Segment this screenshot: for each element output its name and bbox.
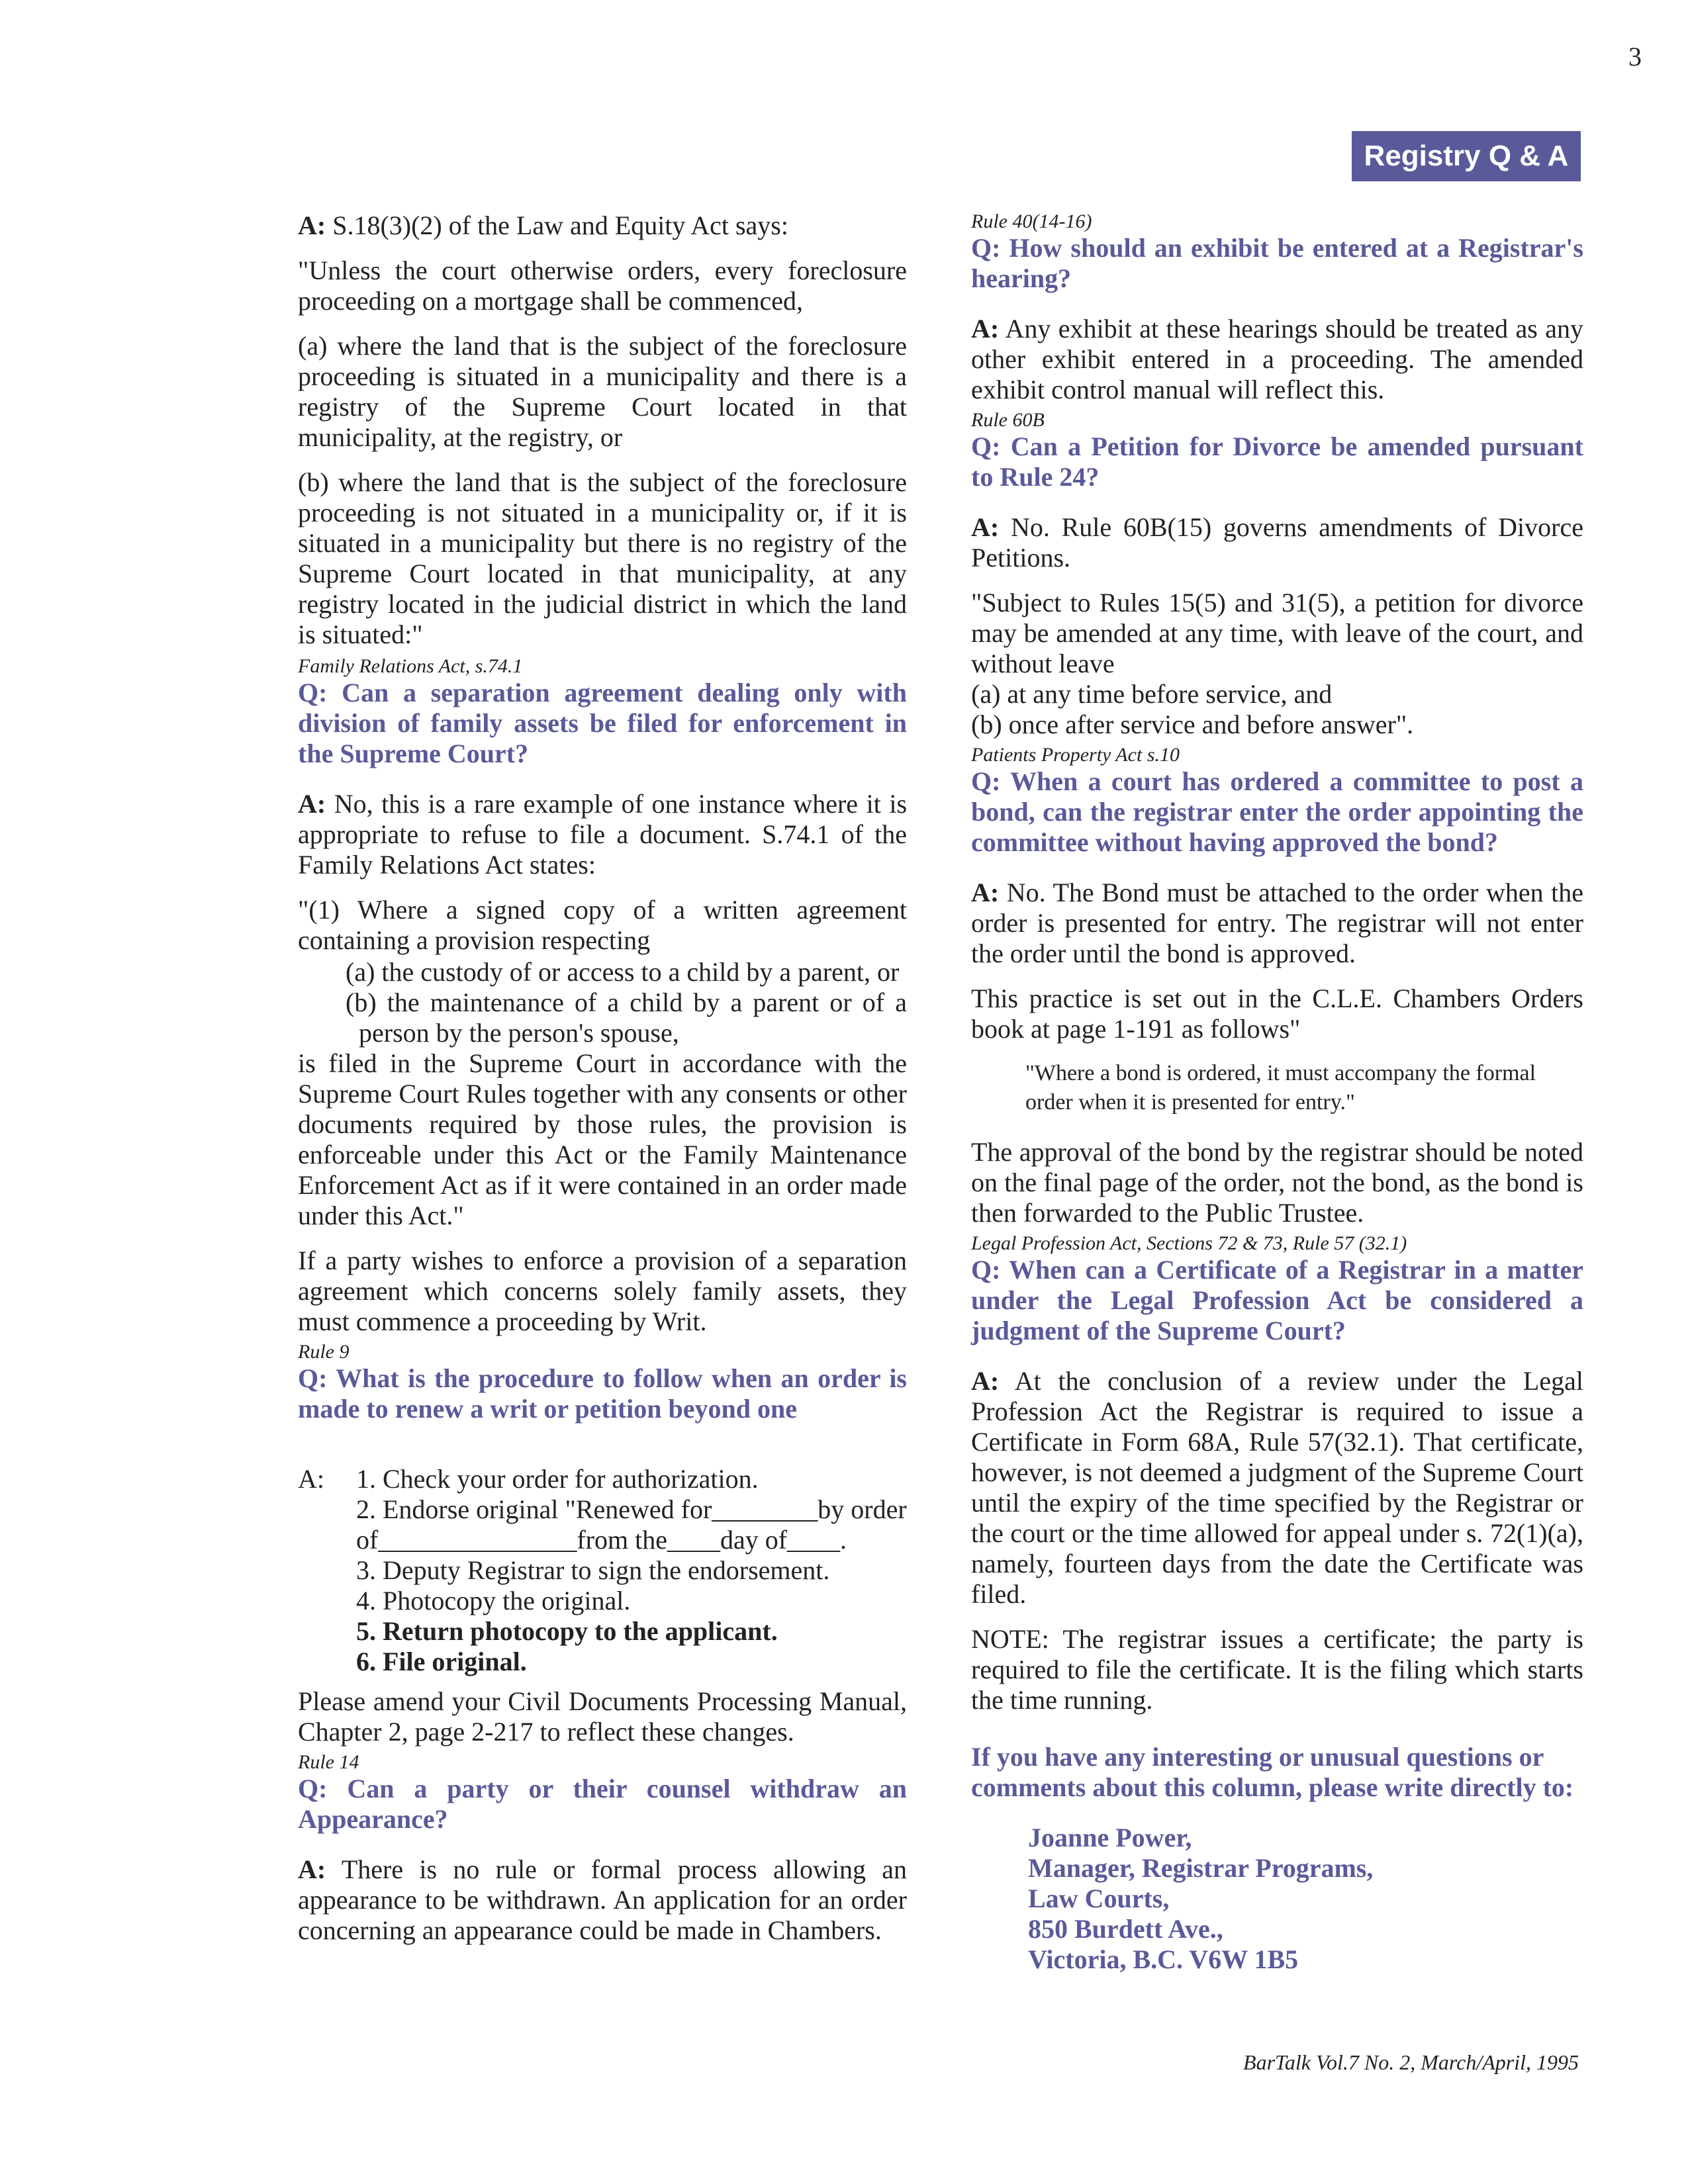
answer-4 xyxy=(298,1854,907,1946)
source-citation: Rule 60B xyxy=(971,409,1045,431)
source-citation: Legal Profession Act, Sections 72 & 73, Rule 57 (32.1) xyxy=(971,1232,1407,1254)
answer-5 xyxy=(971,314,1583,405)
answer-7 xyxy=(971,878,1583,969)
answer-text: Any exhibit at these hearings should be treated as any other exhibit entered in a proceeding. The amended exhibit control manual will reflect this. xyxy=(971,314,1584,404)
section-banner: Registry Q & A xyxy=(1352,131,1581,181)
answer-text: There is no rule or formal process allowing an appearance to be withdrawn. An application for an order concerning an appearance could be made in Chambers. xyxy=(298,1854,908,1945)
practice-note: This practice is set out in the C.L.E. Chambers Orders book at page 1-191 as follows" xyxy=(971,983,1583,1044)
step-item: 6. File original. xyxy=(356,1647,527,1676)
quote-clause-b: (b) where the land that is the subject of the foreclosure proceeding is not situated in a municipality or, if it is situated in a municipality but there is no registry of the Supreme Court located in that municipality, at any registry located in the judicial district in which the land is situated:" xyxy=(298,467,907,649)
step-item: 1. Check your order for authorization. xyxy=(356,1464,759,1494)
source-citation: Rule 40(14-16) xyxy=(971,210,1092,232)
address-line: Manager, Registrar Programs, xyxy=(1028,1853,1374,1883)
answer-2 xyxy=(298,789,907,880)
question-heading: Q: How should an exhibit be entered at a Registrar's hearing? xyxy=(971,233,1583,293)
question-heading: Q: Can a party or their counsel withdraw an Appearance? xyxy=(298,1774,907,1834)
statute-subclause-b: (b) the maintenance of a child by a parent or of a person by the person's spouse, xyxy=(346,987,907,1048)
page-number: 3 xyxy=(1628,42,1642,71)
source-citation: Patients Property Act s.10 xyxy=(971,744,1180,766)
address-line: 850 Burdett Ave., xyxy=(1028,1914,1223,1944)
answer-followup: If a party wishes to enforce a provision of a separation agreement which concerns solely family assets, they must commence a proceeding by Writ. xyxy=(298,1246,907,1336)
answer-followup: Please amend your Civil Documents Processing Manual, Chapter 2, page 2-217 to reflect these changes. xyxy=(298,1686,907,1747)
source-citation: Family Relations Act, s.74.1 xyxy=(298,655,523,677)
note-paragraph: NOTE: The registrar issues a certificate; the party is required to file the certificate. It is the filing which starts the time running. xyxy=(971,1624,1583,1715)
address-line: Law Courts, xyxy=(1028,1884,1170,1913)
answer-text: No, this is a rare example of one instance where it is appropriate to refuse to file a document. S.74.1 of the Family Relations Act states: xyxy=(298,789,908,880)
answer-label: A: xyxy=(971,1366,1000,1396)
question-heading: Q: Can a separation agreement dealing only with division of family assets be filed for enforcement in the Supreme Court? xyxy=(298,678,907,768)
answer-6 xyxy=(971,512,1583,573)
question-heading: Q: What is the procedure to follow when an order is made to renew a writ or petition beyond one xyxy=(298,1363,907,1424)
address-line: Victoria, B.C. V6W 1B5 xyxy=(1028,1944,1299,1974)
answer-label: A: xyxy=(971,878,1000,907)
answer-label: A: xyxy=(298,210,326,240)
question-heading: Q: When a court has ordered a committee to post a bond, can the registrar enter the order appointing the committee without having approved the bond? xyxy=(971,766,1583,857)
answer-text: S.18(3)(2) of the Law and Equity Act says: xyxy=(332,210,788,240)
step-item: 3. Deputy Registrar to sign the endorsement. xyxy=(356,1555,830,1585)
rule-subclause-a: (a) at any time before service, and xyxy=(971,679,1333,709)
step-item: 5. Return photocopy to the applicant. xyxy=(356,1616,778,1646)
question-heading: Q: When can a Certificate of a Registrar in a matter under the Legal Profession Act be considered a judgment of the Supreme Court? xyxy=(971,1255,1583,1345)
statute-quote: "(1) Where a signed copy of a written agreement containing a provision respecting xyxy=(298,895,907,955)
answer-label: A: xyxy=(298,789,326,819)
answer-label: A: xyxy=(971,314,1000,343)
question-heading: Q: Can a Petition for Divorce be amended pursuant to Rule 24? xyxy=(971,432,1583,492)
block-quote: "Where a bond is ordered, it must accompany the formal order when it is presented for entry." xyxy=(1025,1061,1536,1115)
source-citation: Rule 9 xyxy=(298,1341,350,1363)
answer-label: A: xyxy=(298,1464,324,1494)
statute-quote-continued: is filed in the Supreme Court in accordance with the Supreme Court Rules together with any consents or other documents required by those rules, the provision is enforceable under this Act or the Family Maintenance Enforcement Act as if it were contained in an order made under this Act." xyxy=(298,1048,907,1230)
procedure-steps xyxy=(298,1464,907,1677)
quote-intro: "Unless the court otherwise orders, every foreclosure proceeding on a mortgage shall be commenced, xyxy=(298,255,907,316)
rule-quote: "Subject to Rules 15(5) and 31(5), a petition for divorce may be amended at any time, with leave of the court, and without leave xyxy=(971,588,1583,678)
step-item: 4. Photocopy the original. xyxy=(356,1586,631,1615)
answer-1 xyxy=(298,210,907,241)
rule-subclause-b: (b) once after service and before answer". xyxy=(971,709,1414,739)
publication-footer: BarTalk Vol.7 No. 2, March/April, 1995 xyxy=(1243,2050,1579,2074)
address-line: Joanne Power, xyxy=(1028,1823,1192,1852)
step-item: 2. Endorse original "Renewed for________by order of_______________from the____day of____. xyxy=(356,1494,907,1555)
answer-label: A: xyxy=(971,512,1000,542)
answer-text: No. The Bond must be attached to the order when the order is presented for entry. The registrar will not enter the order until the bond is approved. xyxy=(971,878,1584,968)
statute-subclause-a: (a) the custody of or access to a child by a parent, or xyxy=(346,957,900,987)
answer-text: At the conclusion of a review under the Legal Profession Act the Registrar is required to issue a Certificate in Form 68A, Rule 57(32.1). That certificate, however, is not deemed a judgment of the Supreme Court until the expiry of the time specified by the Registrar or the court or the time allowed for appeal under s. 72(1)(a), namely, fourteen days from the date the Certificate was filed. xyxy=(971,1366,1583,1609)
contact-prompt: If you have any interesting or unusual questions or comments about this column, please write directly to: xyxy=(971,1742,1574,1802)
left-column xyxy=(298,210,907,1960)
answer-8 xyxy=(971,1366,1583,1610)
source-citation: Rule 14 xyxy=(298,1751,359,1773)
answer-text: No. Rule 60B(15) governs amendments of Divorce Petitions. xyxy=(971,512,1584,572)
answer-label: A: xyxy=(298,1854,326,1884)
contact-address xyxy=(971,1823,1583,1975)
quote-clause-a: (a) where the land that is the subject of the foreclosure proceeding is situated in a municipality and there is a registry of the Supreme Court located in that municipality, at the registry, or xyxy=(298,331,907,452)
approval-note: The approval of the bond by the registrar should be noted on the final page of the order, not the bond, as the bond is then forwarded to the Public Trustee. xyxy=(971,1137,1583,1228)
steps-list xyxy=(356,1464,907,1677)
right-column xyxy=(971,210,1583,1975)
